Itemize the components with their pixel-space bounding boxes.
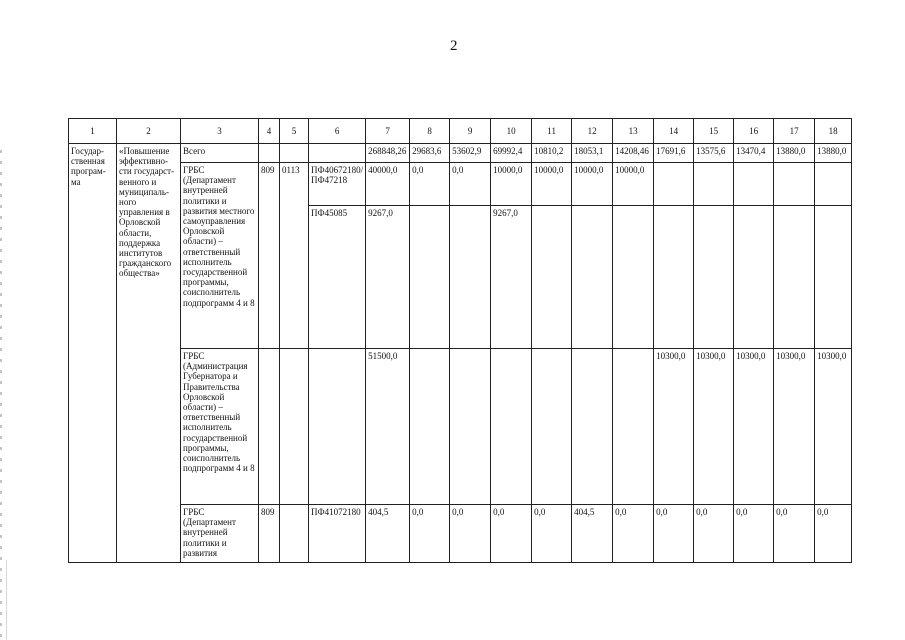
value-cell: [734, 206, 774, 349]
value-cell: 0,0: [491, 505, 532, 563]
grbs1-col4: 809: [259, 163, 280, 349]
value-cell: 10300,0: [654, 349, 694, 505]
table-cell: [280, 349, 309, 505]
total-row: [69, 144, 852, 163]
value-cell: [613, 206, 654, 349]
value-cell: [815, 163, 852, 206]
value-cell: [410, 206, 450, 349]
value-cell: 51500,0: [366, 349, 410, 505]
header-cell: 3: [181, 119, 259, 144]
value-cell: 268848,26: [366, 144, 410, 163]
header-cell: 6: [309, 119, 366, 144]
value-cell: 10300,0: [815, 349, 852, 505]
value-cell: 0,0: [532, 505, 572, 563]
value-cell: 69992,4: [491, 144, 532, 163]
value-cell: 40000,0: [366, 163, 410, 206]
grbs2-row: [69, 349, 852, 505]
value-cell: [654, 206, 694, 349]
header-cell: 10: [491, 119, 532, 144]
grbs1-label: ГРБС (Департамент внутренней политики и развития местного самоуправления Орловской области) – ответственный исполнитель государственной программы, соисполнитель подпрограмм 4 и 8: [181, 163, 259, 349]
value-cell: 17691,6: [654, 144, 694, 163]
header-cell: 7: [366, 119, 410, 144]
header-cell: 9: [450, 119, 491, 144]
grbs3-label: ГРБС (Департамент внутренней политики и развития: [181, 505, 259, 563]
header-row: [69, 119, 852, 144]
value-cell: 404,5: [366, 505, 410, 563]
grbs3-row: [69, 505, 852, 563]
header-cell: 16: [734, 119, 774, 144]
value-cell: 13575,6: [694, 144, 734, 163]
program-type-cell: Государ-ственная програм-ма: [69, 144, 117, 563]
total-label: Всего: [181, 144, 259, 163]
value-cell: [654, 163, 694, 206]
value-cell: [532, 206, 572, 349]
value-cell: [774, 163, 815, 206]
value-cell: 0,0: [774, 505, 815, 563]
value-cell: [532, 349, 572, 505]
value-cell: 18053,1: [572, 144, 613, 163]
grbs3-col4: 809: [259, 505, 280, 563]
value-cell: 10000,0: [532, 163, 572, 206]
grbs1-row-a: [69, 163, 852, 206]
value-cell: 10300,0: [734, 349, 774, 505]
value-cell: 10300,0: [694, 349, 734, 505]
scan-edge-mark: [0, 150, 2, 640]
value-cell: [815, 206, 852, 349]
value-cell: 13470,4: [734, 144, 774, 163]
value-cell: [491, 349, 532, 505]
value-cell: 9267,0: [491, 206, 532, 349]
value-cell: 9267,0: [366, 206, 410, 349]
value-cell: 0,0: [694, 505, 734, 563]
value-cell: 0,0: [734, 505, 774, 563]
value-cell: 0,0: [410, 163, 450, 206]
value-cell: 53602,9: [450, 144, 491, 163]
value-cell: [450, 206, 491, 349]
value-cell: 0,0: [450, 163, 491, 206]
header-cell: 14: [654, 119, 694, 144]
grbs3-code: ПФ41072180: [309, 505, 366, 563]
value-cell: [410, 349, 450, 505]
value-cell: 14208,46: [613, 144, 654, 163]
value-cell: 13880,0: [774, 144, 815, 163]
page-number: 2: [450, 38, 458, 54]
scan-edge-line: [6, 560, 7, 640]
value-cell: 0,0: [450, 505, 491, 563]
header-cell: 18: [815, 119, 852, 144]
value-cell: 10810,2: [532, 144, 572, 163]
grbs1-col5: 0113: [280, 163, 309, 349]
table-cell: [280, 144, 309, 163]
table-cell: [259, 144, 280, 163]
value-cell: 10000,0: [491, 163, 532, 206]
value-cell: 29683,6: [410, 144, 450, 163]
value-cell: 10300,0: [774, 349, 815, 505]
table-cell: [259, 349, 280, 505]
table-cell: [309, 349, 366, 505]
value-cell: 13880,0: [815, 144, 852, 163]
header-cell: 13: [613, 119, 654, 144]
header-cell: 2: [117, 119, 181, 144]
header-cell: 11: [532, 119, 572, 144]
value-cell: 10000,0: [613, 163, 654, 206]
table-cell: [280, 505, 309, 563]
value-cell: [613, 349, 654, 505]
header-cell: 5: [280, 119, 309, 144]
value-cell: [694, 206, 734, 349]
grbs1-code1: ПФ40672180/ ПФ47218: [309, 163, 366, 206]
header-cell: 4: [259, 119, 280, 144]
header-cell: 1: [69, 119, 117, 144]
value-cell: 0,0: [613, 505, 654, 563]
header-cell: 12: [572, 119, 613, 144]
table-cell: [309, 144, 366, 163]
value-cell: 0,0: [410, 505, 450, 563]
program-name-cell: «Повышение эффективно-сти государст-венного и муниципаль-ного управления в Орловской области, поддержка институтов гражданского общества»: [117, 144, 181, 563]
value-cell: [450, 349, 491, 505]
value-cell: [694, 163, 734, 206]
value-cell: [572, 206, 613, 349]
grbs2-label: ГРБС (Администрация Губернатора и Правительства Орловской области) – ответственный исполнитель государственной программы, соисполнитель подпрограмм 4 и 8: [181, 349, 259, 505]
header-cell: 17: [774, 119, 815, 144]
value-cell: [734, 163, 774, 206]
value-cell: [572, 349, 613, 505]
value-cell: [774, 206, 815, 349]
header-cell: 15: [694, 119, 734, 144]
value-cell: 0,0: [654, 505, 694, 563]
header-cell: 8: [410, 119, 450, 144]
value-cell: 10000,0: [572, 163, 613, 206]
budget-table: [68, 118, 852, 563]
grbs1-code2: ПФ45085: [309, 206, 366, 349]
value-cell: 404,5: [572, 505, 613, 563]
value-cell: 0,0: [815, 505, 852, 563]
